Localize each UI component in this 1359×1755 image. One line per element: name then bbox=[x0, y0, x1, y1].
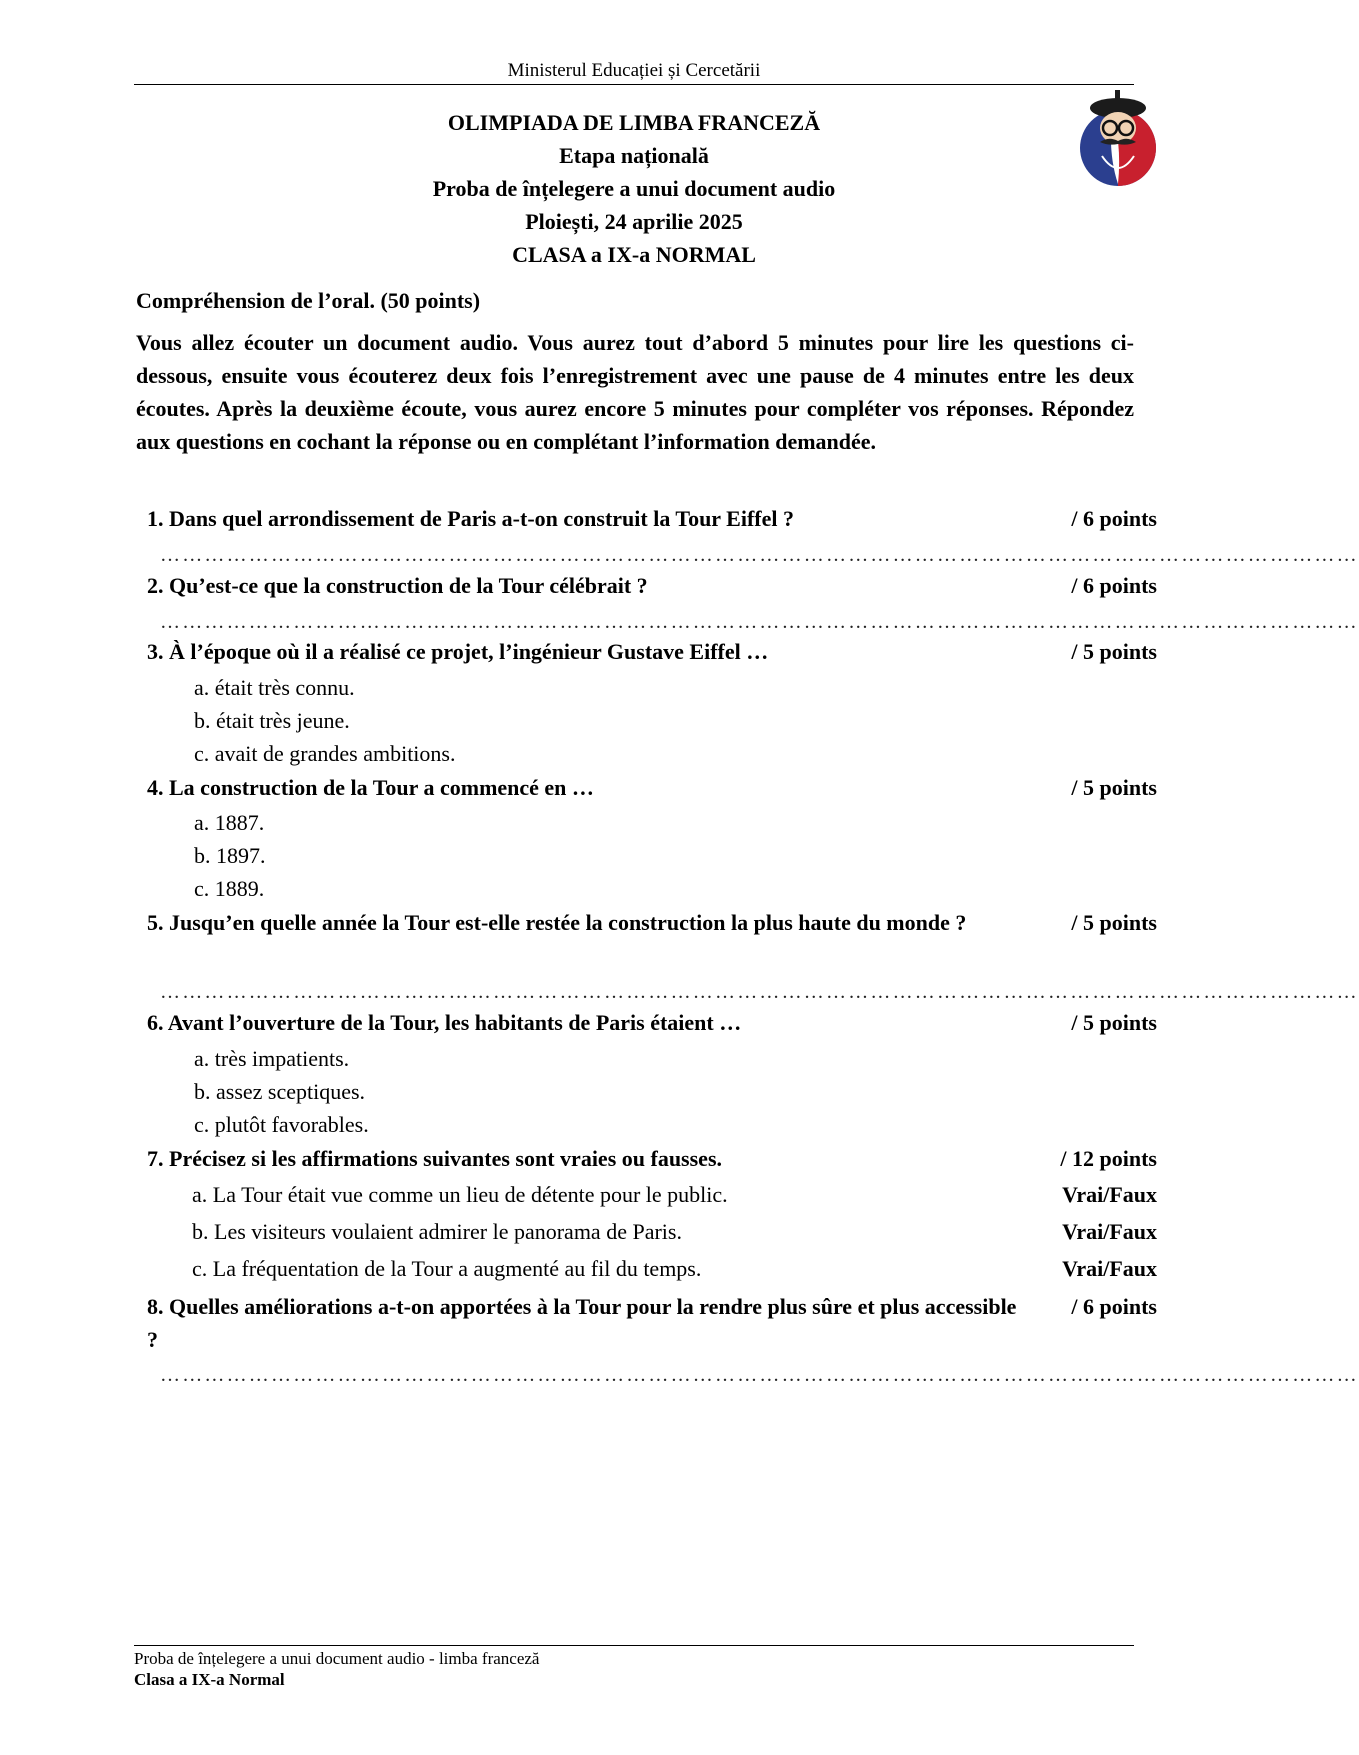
answer-line[interactable]: ……………………………………………………………………………………………………………………………………………… bbox=[160, 1364, 1359, 1386]
stage-title: Etapa națională bbox=[559, 143, 709, 168]
question-points: / 6 points bbox=[1071, 1294, 1157, 1319]
test-title: Proba de înțelegere a unui document audio bbox=[432, 176, 836, 201]
class-title: CLASA a IX-a NORMAL bbox=[512, 242, 756, 267]
question-points: / 6 points bbox=[1071, 506, 1157, 531]
question-text: 7. Précisez si les affirmations suivantes sont vraies ou fausses. bbox=[147, 1146, 723, 1171]
option-c[interactable]: c. avait de grandes ambitions. bbox=[194, 741, 456, 766]
answer-line[interactable]: ……………………………………………………………………………………………………………………………………………… bbox=[160, 611, 1359, 633]
question-text: 4. La construction de la Tour a commencé en … bbox=[147, 775, 594, 800]
option-b[interactable]: b. était très jeune. bbox=[194, 708, 350, 733]
question-7 bbox=[147, 1142, 1157, 1175]
option-a[interactable]: a. 1887. bbox=[194, 810, 265, 835]
question-2 bbox=[147, 569, 1157, 602]
option-c[interactable]: c. plutôt favorables. bbox=[194, 1112, 369, 1137]
question-text: 3. À l’époque où il a réalisé ce projet, l’ingénieur Gustave Eiffel … bbox=[147, 639, 769, 664]
olympiad-logo bbox=[1072, 84, 1164, 196]
option-a[interactable]: a. très impatients. bbox=[194, 1046, 350, 1071]
true-false-choice[interactable]: Vrai/Faux bbox=[1062, 1219, 1157, 1244]
question-points: / 5 points bbox=[1071, 775, 1157, 800]
option-b[interactable]: b. assez sceptiques. bbox=[194, 1079, 366, 1104]
statement-text: a. La Tour était vue comme un lieu de détente pour le public. bbox=[192, 1182, 728, 1207]
statement-text: b. Les visiteurs voulaient admirer le panorama de Paris. bbox=[192, 1219, 682, 1244]
statement-a bbox=[192, 1180, 1157, 1210]
footer-class: Clasa a IX-a Normal bbox=[134, 1670, 285, 1689]
option-a[interactable]: a. était très connu. bbox=[194, 675, 355, 700]
question-8 bbox=[147, 1290, 1157, 1356]
answer-line[interactable]: ……………………………………………………………………………………………………………………………………………… bbox=[160, 981, 1359, 1003]
header-rule bbox=[134, 84, 1134, 85]
question-points: / 5 points bbox=[1071, 639, 1157, 664]
question-text: 1. Dans quel arrondissement de Paris a-t-on construit la Tour Eiffel ? bbox=[147, 506, 794, 531]
answer-line[interactable]: ……………………………………………………………………………………………………………………………………………… bbox=[160, 544, 1359, 566]
question-6 bbox=[147, 1006, 1157, 1039]
section-title: Compréhension de l’oral. (50 points) bbox=[136, 288, 481, 313]
place-date: Ploiești, 24 aprilie 2025 bbox=[525, 209, 743, 234]
true-false-choice[interactable]: Vrai/Faux bbox=[1062, 1256, 1157, 1281]
question-text: 6. Avant l’ouverture de la Tour, les habitants de Paris étaient … bbox=[147, 1010, 742, 1035]
title-block bbox=[134, 106, 1134, 271]
ministry-header: Ministerul Educației și Cercetării bbox=[507, 60, 761, 81]
question-text: 2. Qu’est-ce que la construction de la Tour célébrait ? bbox=[147, 573, 648, 598]
question-points: / 12 points bbox=[1060, 1146, 1157, 1171]
question-4 bbox=[147, 771, 1157, 804]
question-points: / 5 points bbox=[1071, 910, 1157, 935]
statement-b bbox=[192, 1217, 1157, 1247]
question-points: / 5 points bbox=[1071, 1010, 1157, 1035]
option-c[interactable]: c. 1889. bbox=[194, 876, 265, 901]
statement-text: c. La fréquentation de la Tour a augmenté au fil du temps. bbox=[192, 1256, 702, 1281]
statement-c bbox=[192, 1254, 1157, 1284]
question-3 bbox=[147, 635, 1157, 668]
question-text: 8. Quelles améliorations a-t-on apportées à la Tour pour la rendre plus sûre et plus accessible ? bbox=[147, 1294, 1017, 1352]
question-5 bbox=[147, 906, 1157, 939]
question-points: / 6 points bbox=[1071, 573, 1157, 598]
true-false-choice[interactable]: Vrai/Faux bbox=[1062, 1182, 1157, 1207]
question-1 bbox=[147, 502, 1157, 535]
footer-test-name: Proba de înțelegere a unui document audio - limba franceză bbox=[134, 1649, 540, 1668]
instructions: Vous allez écouter un document audio. Vous aurez tout d’abord 5 minutes pour lire les questions ci-dessous, ensuite vous écouterez deux fois l’enregistrement avec une pause de 4 minutes entre les deux écoutes. Après la deuxième écoute, vous aurez encore 5 minutes pour compléter vos réponses. Répondez aux questions en cochant la réponse ou en complétant l’information demandée. bbox=[136, 330, 1134, 454]
olympiad-title: OLIMPIADA DE LIMBA FRANCEZĂ bbox=[447, 110, 821, 135]
option-b[interactable]: b. 1897. bbox=[194, 843, 266, 868]
question-text: 5. Jusqu’en quelle année la Tour est-elle restée la construction la plus haute du monde ? bbox=[147, 910, 967, 935]
page-footer bbox=[134, 1648, 539, 1690]
footer-rule bbox=[134, 1645, 1134, 1646]
